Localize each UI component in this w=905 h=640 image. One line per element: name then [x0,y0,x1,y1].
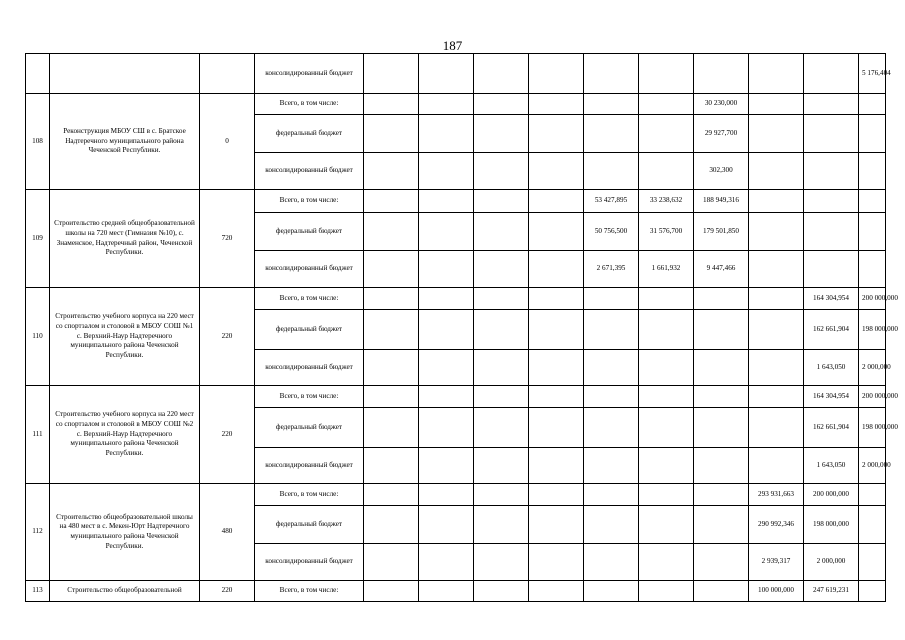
amount-cell [749,153,804,190]
amount-cell [749,310,804,350]
amount-cell [529,386,584,408]
funding-source: федеральный бюджет [255,408,364,448]
amount-cell: 293 931,663 [749,484,804,506]
amount-cell [419,544,474,581]
object-name: Строительство общеобразовательной школы на 480 мест в с. Мекен-Юрт Надтеречного муниципального района Чеченской Республики. [50,484,200,581]
amount-cell [584,386,639,408]
amount-cell [529,581,584,602]
amount-cell [364,484,419,506]
amount-cell [639,408,694,448]
amount-cell: 100 000,000 [749,581,804,602]
capacity: 720 [200,190,255,288]
amount-cell [584,153,639,190]
amount-cell [529,190,584,213]
table-row [26,94,886,115]
amount-cell [364,350,419,386]
amount-cell [419,54,474,94]
amount-cell: 179 501,850 [694,213,749,251]
amount-cell [694,288,749,310]
table-row [26,190,886,213]
amount-cell [694,506,749,544]
amount-cell [419,251,474,288]
funding-source: Всего, в том числе: [255,94,364,115]
amount-cell [694,54,749,94]
capacity: 220 [200,581,255,602]
amount-cell [749,386,804,408]
amount-cell [694,484,749,506]
amount-cell [859,190,886,213]
amount-cell [364,581,419,602]
amount-cell: 302,300 [694,153,749,190]
amount-cell [529,350,584,386]
amount-cell [584,350,639,386]
amount-cell [419,581,474,602]
amount-cell [584,506,639,544]
object-name: Реконструкция МБОУ СШ в с. Братское Надтеречного муниципального района Чеченской Республики. [50,94,200,190]
amount-cell [474,386,529,408]
amount-cell: 200 000,000 [859,386,886,408]
amount-cell: 164 304,954 [804,386,859,408]
amount-cell [859,153,886,190]
amount-cell [749,54,804,94]
amount-cell [419,94,474,115]
amount-cell [584,54,639,94]
amount-cell [529,506,584,544]
amount-cell [749,448,804,484]
amount-cell [804,251,859,288]
amount-cell [474,448,529,484]
amount-cell [419,350,474,386]
amount-cell: 2 671,395 [584,251,639,288]
amount-cell [859,581,886,602]
amount-cell [639,581,694,602]
amount-cell [584,94,639,115]
amount-cell: 1 661,932 [639,251,694,288]
amount-cell [419,310,474,350]
amount-cell [419,190,474,213]
amount-cell [804,94,859,115]
amount-cell [804,115,859,153]
amount-cell [529,153,584,190]
amount-cell [694,448,749,484]
amount-cell [804,153,859,190]
amount-cell [694,581,749,602]
amount-cell [584,288,639,310]
amount-cell [419,386,474,408]
amount-cell [364,544,419,581]
amount-cell [859,213,886,251]
amount-cell: 200 000,000 [859,288,886,310]
amount-cell: 30 230,000 [694,94,749,115]
funding-source: Всего, в том числе: [255,581,364,602]
amount-cell: 247 619,231 [804,581,859,602]
funding-source: федеральный бюджет [255,506,364,544]
table-row [26,54,886,94]
capacity: 220 [200,288,255,386]
amount-cell [804,190,859,213]
amount-cell [529,54,584,94]
amount-cell [419,213,474,251]
amount-cell [584,448,639,484]
amount-cell [584,544,639,581]
amount-cell [639,386,694,408]
amount-cell [584,408,639,448]
amount-cell [639,115,694,153]
amount-cell: 164 304,954 [804,288,859,310]
amount-cell [694,544,749,581]
funding-source: федеральный бюджет [255,115,364,153]
amount-cell: 2 000,000 [859,448,886,484]
object-name: Строительство учебного корпуса на 220 мест со спортзалом и столовой в МБОУ СОШ №1 с. Верхний-Наур Надтеречного муниципального района Чеченской Республики. [50,288,200,386]
amount-cell: 198 000,000 [859,310,886,350]
amount-cell [749,213,804,251]
amount-cell [749,288,804,310]
amount-cell [639,544,694,581]
capacity: 480 [200,484,255,581]
amount-cell: 2 939,317 [749,544,804,581]
capacity: 220 [200,386,255,484]
amount-cell [584,115,639,153]
amount-cell [364,190,419,213]
amount-cell [419,408,474,448]
object-name: Строительство общеобразовательной [50,581,200,602]
amount-cell [364,386,419,408]
amount-cell [694,386,749,408]
table-row [26,581,886,602]
amount-cell [474,484,529,506]
amount-cell [474,408,529,448]
row-number: 112 [26,484,50,581]
amount-cell [474,350,529,386]
funding-source: консолидированный бюджет [255,54,364,94]
amount-cell [474,581,529,602]
amount-cell [419,506,474,544]
amount-cell [639,94,694,115]
amount-cell [529,213,584,251]
amount-cell: 9 447,466 [694,251,749,288]
amount-cell [529,484,584,506]
row-number: 108 [26,94,50,190]
amount-cell [474,213,529,251]
budget-table [25,53,898,602]
amount-cell [639,350,694,386]
funding-source: Всего, в том числе: [255,288,364,310]
amount-cell [474,54,529,94]
amount-cell [639,448,694,484]
amount-cell [364,408,419,448]
amount-cell [584,310,639,350]
amount-cell [474,251,529,288]
amount-cell [639,310,694,350]
amount-cell [474,190,529,213]
amount-cell [859,484,886,506]
amount-cell [804,213,859,251]
amount-cell [364,310,419,350]
funding-source: консолидированный бюджет [255,251,364,288]
amount-cell [859,544,886,581]
amount-cell [419,153,474,190]
amount-cell [419,484,474,506]
amount-cell [474,544,529,581]
amount-cell: 1 643,050 [804,350,859,386]
amount-cell [364,115,419,153]
amount-cell [749,408,804,448]
amount-cell [749,251,804,288]
amount-cell: 33 238,632 [639,190,694,213]
amount-cell [859,115,886,153]
amount-cell [584,484,639,506]
amount-cell: 1 643,050 [804,448,859,484]
amount-cell: 29 927,700 [694,115,749,153]
amount-cell: 5 176,404 [859,54,886,94]
row-number [26,54,50,94]
amount-cell [474,288,529,310]
amount-cell [694,310,749,350]
amount-cell [364,213,419,251]
amount-cell [364,506,419,544]
amount-cell [364,153,419,190]
amount-cell [639,288,694,310]
amount-cell [364,94,419,115]
amount-cell [529,251,584,288]
amount-cell: 2 000,000 [859,350,886,386]
table-row [26,386,886,408]
amount-cell: 200 000,000 [804,484,859,506]
amount-cell [419,448,474,484]
row-number: 111 [26,386,50,484]
amount-cell [529,544,584,581]
amount-cell: 198 000,000 [804,506,859,544]
amount-cell [364,54,419,94]
amount-cell [364,251,419,288]
amount-cell [639,54,694,94]
amount-cell [529,448,584,484]
object-name: Строительство средней общеобразовательной школы на 720 мест (Гимназия №10), с. Знаменское, Надтеречный район, Чеченской Республики. [50,190,200,288]
amount-cell: 162 661,904 [804,408,859,448]
funding-source: Всего, в том числе: [255,484,364,506]
amount-cell [639,484,694,506]
amount-cell [694,350,749,386]
amount-cell [859,94,886,115]
amount-cell: 53 427,895 [584,190,639,213]
amount-cell [859,251,886,288]
amount-cell: 50 756,500 [584,213,639,251]
amount-cell: 162 661,904 [804,310,859,350]
amount-cell [474,94,529,115]
amount-cell [529,288,584,310]
funding-source: федеральный бюджет [255,213,364,251]
amount-cell [419,288,474,310]
amount-cell [694,408,749,448]
amount-cell [749,94,804,115]
amount-cell [474,310,529,350]
amount-cell [364,448,419,484]
funding-source: консолидированный бюджет [255,448,364,484]
amount-cell [474,506,529,544]
capacity: 0 [200,94,255,190]
amount-cell: 2 000,000 [804,544,859,581]
amount-cell [749,350,804,386]
amount-cell [804,54,859,94]
funding-source: федеральный бюджет [255,310,364,350]
amount-cell [529,408,584,448]
object-name: Строительство учебного корпуса на 220 мест со спортзалом и столовой в МБОУ СОШ №2 с. Верхний-Наур Надтеречного муниципального района Чеченской Республики. [50,386,200,484]
amount-cell [859,506,886,544]
amount-cell [639,506,694,544]
amount-cell: 198 000,000 [859,408,886,448]
amount-cell [749,115,804,153]
table-row [26,288,886,310]
amount-cell [419,115,474,153]
amount-cell [364,288,419,310]
amount-cell [474,115,529,153]
amount-cell [529,115,584,153]
amount-cell: 188 949,316 [694,190,749,213]
funding-source: консолидированный бюджет [255,153,364,190]
amount-cell [529,94,584,115]
row-number: 110 [26,288,50,386]
amount-cell [584,581,639,602]
object-name [50,54,200,94]
capacity [200,54,255,94]
table-row [26,484,886,506]
amount-cell [749,190,804,213]
row-number: 113 [26,581,50,602]
row-number: 109 [26,190,50,288]
funding-source: консолидированный бюджет [255,350,364,386]
amount-cell [474,153,529,190]
amount-cell [529,310,584,350]
funding-source: Всего, в том числе: [255,386,364,408]
amount-cell: 290 992,346 [749,506,804,544]
page-number: 187 [442,38,463,53]
amount-cell: 31 576,700 [639,213,694,251]
amount-cell [639,153,694,190]
funding-source: Всего, в том числе: [255,190,364,213]
funding-source: консолидированный бюджет [255,544,364,581]
